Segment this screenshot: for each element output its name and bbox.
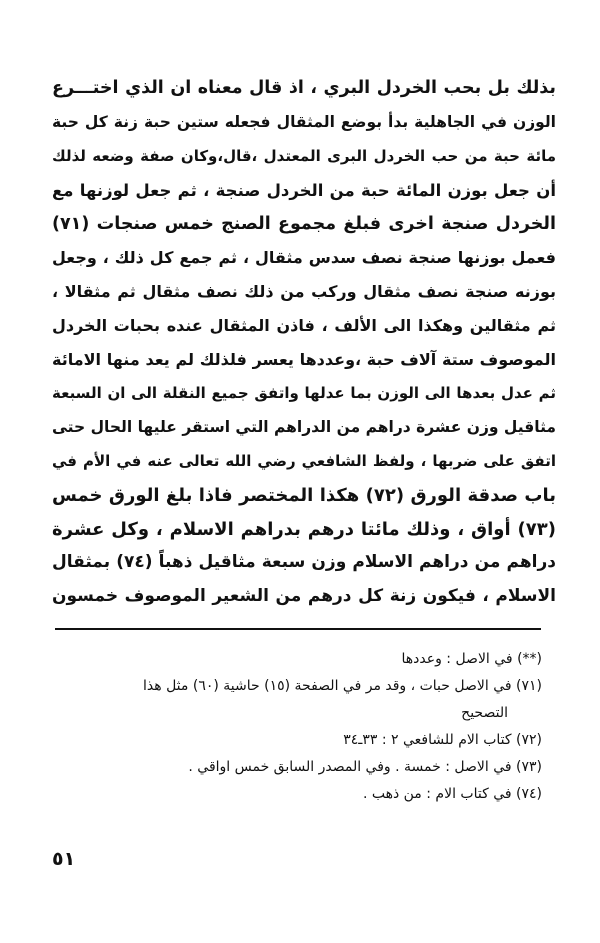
text-line: الخردل صنجة اخرى فبلغ مجموع الصنج خمس صنجات (٧١) [52,213,556,234]
footnote: (٧٤) في كتاب الام : من ذهب . [362,786,542,802]
text-line: الاسلام ، فيكون زنة كل درهم من الشعير الموصوف خمسون [52,586,556,607]
text-line: بوزنه صنجة نصف مثقال وركب من ذلك نصف مثقال ثم مثقالا ، [52,282,556,302]
footnote: (٧٢) كتاب الام للشافعي ٢ : ٣٣ـ٣٤ [343,732,542,748]
page-number: ٥١ [52,848,76,870]
footnote: (٧٣) في الاصل : خمسة . وفي المصدر السابق خمس اواقي . [188,759,542,775]
footnote-continuation: التصحيح [461,705,508,721]
text-line: اتفق على ضربها ، ولفظ الشافعي رضي الله تعالى عنه في الأم في [52,451,556,470]
text-line: مثاقيل وزن عشرة دراهم من الدراهم التي استقر عليها الحال حتى [52,417,556,436]
text-line: (٧٣) أواق ، وذلك مائتا درهم بدراهم الاسلام ، وكل عشرة [52,518,556,540]
footnote: (٧١) في الاصل حبات ، وقد مر في الصفحة (١٥) حاشية (٦٠) مثل هذا [143,678,542,694]
text-line: دراهم من دراهم الاسلام وزن سبعة مثاقيل ذهباً (٧٤) بمثقال [52,552,556,573]
text-line: باب صدقة الورق (٧٢) هكذا المختصر فاذا بلغ الورق خمس [52,484,556,506]
main-text-block [52,72,556,614]
text-line: بذلك بل بحب الخردل البري ، اذ قال معناه ان الذي اختـــرع [52,78,556,98]
text-line: ثم مثقالين وهكذا الى الألف ، فاذن المثقال عنده بحبات الخردل [52,316,556,336]
text-line: أن جعل بوزن المائة حبة من الخردل صنجة ، ثم جعل لوزنها مع [52,180,556,200]
text-line: الوزن في الجاهلية بدأ بوضع المثقال فجعله ستين حبة زنة كل حبة [52,112,556,131]
footnotes [90,646,542,808]
text-line: فعمل بوزنها صنجة نصف سدس مثقال ، ثم جمع كل ذلك ، وجعل [52,248,556,268]
text-line: ثم عدل بعدها الى الوزن بما عدلها واتفق جميع النقلة الى ان السبعة [52,384,556,403]
footnote-separator [55,628,541,630]
text-line: مائة حبة من حب الخردل البرى المعتدل ،قال،وكان صفة وضعه لذلك [52,146,556,165]
footnote: (**) في الاصل : وعددها [401,651,542,667]
text-line: الموصوف ستة آلاف حبة ،وعددها يعسر فلذلك لم يعد منها الامائة [52,350,556,370]
